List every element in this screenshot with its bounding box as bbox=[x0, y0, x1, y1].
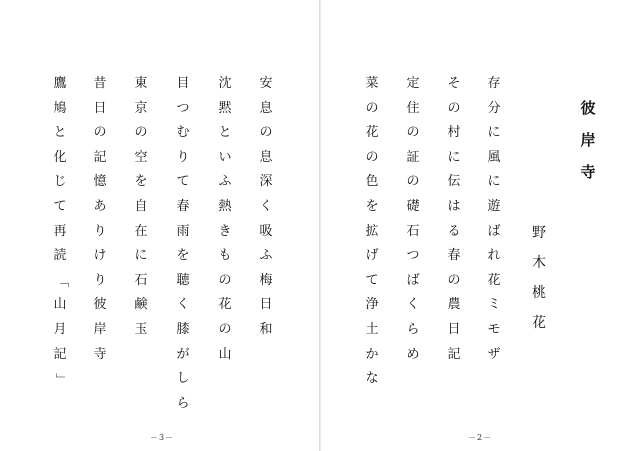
glyph: 浄 bbox=[365, 297, 379, 313]
glyph: の bbox=[218, 321, 232, 337]
glyph: 山 bbox=[53, 297, 67, 313]
glyph: な bbox=[365, 371, 379, 387]
glyph: ザ bbox=[487, 346, 501, 362]
glyph: に bbox=[134, 248, 148, 264]
glyph: モ bbox=[487, 321, 501, 337]
author-name bbox=[531, 218, 547, 338]
glyph: 花 bbox=[365, 125, 379, 141]
glyph: く bbox=[406, 297, 420, 313]
glyph: 色 bbox=[365, 174, 379, 190]
glyph: 目 bbox=[176, 76, 190, 91]
glyph: 桃 bbox=[532, 285, 546, 301]
glyph: 雨 bbox=[176, 223, 190, 239]
glyph: を bbox=[134, 174, 148, 190]
glyph: 礎 bbox=[406, 198, 420, 214]
glyph: を bbox=[176, 248, 190, 264]
glyph: 「 bbox=[53, 274, 69, 288]
glyph: 玉 bbox=[134, 321, 148, 337]
glyph: り bbox=[93, 272, 107, 288]
glyph: の bbox=[134, 125, 148, 141]
haiku-line-text bbox=[405, 72, 421, 367]
glyph: 記 bbox=[53, 346, 67, 362]
glyph: 農 bbox=[447, 297, 461, 313]
haiku-line bbox=[486, 72, 502, 367]
glyph: 木 bbox=[532, 255, 546, 271]
glyph: 熱 bbox=[218, 198, 232, 214]
glyph: ふ bbox=[259, 248, 273, 264]
haiku-line bbox=[446, 72, 462, 367]
glyph: 石 bbox=[134, 272, 148, 288]
glyph: 日 bbox=[447, 321, 461, 337]
glyph: を bbox=[365, 198, 379, 214]
glyph: ら bbox=[406, 321, 420, 337]
haiku-line-text bbox=[92, 72, 108, 367]
glyph: て bbox=[365, 272, 379, 288]
haiku-line bbox=[405, 72, 421, 367]
glyph: む bbox=[176, 125, 190, 141]
glyph: そ bbox=[447, 76, 461, 91]
glyph: 岸 bbox=[93, 321, 107, 337]
glyph: 証 bbox=[406, 149, 420, 165]
glyph: の bbox=[406, 125, 420, 141]
haiku-line bbox=[133, 72, 149, 343]
glyph: 住 bbox=[406, 100, 420, 116]
glyph: の bbox=[218, 272, 232, 288]
glyph: 京 bbox=[134, 100, 148, 116]
glyph: ミ bbox=[487, 297, 501, 313]
glyph: 石 bbox=[406, 223, 420, 239]
glyph: じ bbox=[53, 174, 67, 190]
glyph: と bbox=[218, 125, 232, 141]
haiku-line bbox=[175, 72, 191, 416]
glyph: の bbox=[365, 100, 379, 116]
glyph: く bbox=[176, 297, 190, 313]
glyph: 深 bbox=[259, 174, 273, 190]
glyph: 安 bbox=[259, 76, 273, 91]
glyph: れ bbox=[487, 248, 501, 264]
glyph: の bbox=[406, 174, 420, 190]
haiku-line-text bbox=[175, 72, 191, 416]
glyph: の bbox=[259, 125, 273, 141]
glyph: 黙 bbox=[218, 100, 232, 116]
glyph: の bbox=[365, 149, 379, 165]
glyph: 寺 bbox=[93, 346, 107, 362]
glyph: 彼 bbox=[580, 99, 596, 117]
glyph: 息 bbox=[259, 100, 273, 116]
glyph: 鳩 bbox=[53, 100, 67, 116]
glyph: 東 bbox=[134, 76, 148, 91]
glyph: 在 bbox=[134, 223, 148, 239]
poem-title-text bbox=[580, 92, 596, 188]
author-name-text bbox=[531, 218, 547, 338]
glyph: が bbox=[176, 346, 190, 362]
glyph: 沈 bbox=[218, 76, 232, 91]
glyph: 寺 bbox=[580, 163, 596, 181]
glyph: い bbox=[218, 149, 232, 165]
glyph: 存 bbox=[487, 76, 501, 91]
glyph: 春 bbox=[176, 198, 190, 214]
glyph: 憶 bbox=[93, 174, 107, 190]
glyph: 」 bbox=[53, 372, 69, 386]
haiku-line-text bbox=[217, 72, 233, 367]
haiku-line-text bbox=[446, 72, 462, 367]
glyph: け bbox=[93, 248, 107, 264]
glyph: 鷹 bbox=[53, 76, 67, 91]
glyph: に bbox=[487, 125, 501, 141]
glyph: 膝 bbox=[176, 321, 190, 337]
glyph: 花 bbox=[218, 297, 232, 313]
glyph: め bbox=[406, 346, 420, 362]
glyph: 野 bbox=[532, 225, 546, 241]
glyph: も bbox=[218, 248, 232, 264]
glyph: ば bbox=[406, 272, 420, 288]
glyph: ば bbox=[487, 223, 501, 239]
haiku-line bbox=[92, 72, 108, 367]
glyph: 村 bbox=[447, 125, 461, 141]
glyph: ら bbox=[176, 395, 190, 411]
glyph: 岸 bbox=[580, 131, 596, 149]
haiku-line-text bbox=[258, 72, 274, 343]
glyph: あ bbox=[93, 198, 107, 214]
haiku-line-text bbox=[364, 72, 380, 392]
glyph: 風 bbox=[487, 149, 501, 165]
glyph: の bbox=[447, 100, 461, 116]
glyph: 息 bbox=[259, 149, 273, 165]
glyph: げ bbox=[365, 248, 379, 264]
glyph: く bbox=[259, 198, 273, 214]
glyph: 菜 bbox=[365, 76, 379, 91]
glyph: 彼 bbox=[93, 297, 107, 313]
glyph: 伝 bbox=[447, 174, 461, 190]
glyph: は bbox=[447, 198, 461, 214]
glyph: て bbox=[53, 198, 67, 214]
glyph: つ bbox=[406, 248, 420, 264]
glyph: 吸 bbox=[259, 223, 273, 239]
glyph: 記 bbox=[93, 149, 107, 165]
glyph: 拡 bbox=[365, 223, 379, 239]
glyph: と bbox=[53, 125, 67, 141]
glyph: 花 bbox=[487, 272, 501, 288]
glyph: き bbox=[218, 223, 232, 239]
glyph: 春 bbox=[447, 248, 461, 264]
haiku-line-text bbox=[52, 72, 68, 392]
glyph: 再 bbox=[53, 223, 67, 239]
glyph: 鹸 bbox=[134, 297, 148, 313]
glyph: 花 bbox=[532, 315, 546, 331]
glyph: に bbox=[487, 174, 501, 190]
glyph: か bbox=[365, 346, 379, 362]
glyph: る bbox=[447, 223, 461, 239]
glyph: 日 bbox=[93, 100, 107, 116]
haiku-line bbox=[217, 72, 233, 367]
page-number: －2－ bbox=[468, 433, 493, 442]
glyph: 土 bbox=[365, 321, 379, 337]
glyph: 聴 bbox=[176, 272, 190, 288]
glyph: 昔 bbox=[93, 76, 107, 91]
glyph: 化 bbox=[53, 149, 67, 165]
glyph: し bbox=[176, 371, 190, 387]
haiku-line-text bbox=[486, 72, 502, 367]
glyph: に bbox=[447, 149, 461, 165]
glyph: 分 bbox=[487, 100, 501, 116]
glyph: ふ bbox=[218, 174, 232, 190]
glyph: 遊 bbox=[487, 198, 501, 214]
glyph: の bbox=[447, 272, 461, 288]
haiku-line-text bbox=[133, 72, 149, 343]
haiku-line bbox=[258, 72, 274, 343]
glyph: 月 bbox=[53, 321, 67, 337]
glyph: 定 bbox=[406, 76, 420, 91]
page-number: －3－ bbox=[150, 433, 175, 442]
glyph: 記 bbox=[447, 346, 461, 362]
haiku-line bbox=[364, 72, 380, 392]
book-gutter bbox=[319, 0, 321, 451]
poem-title bbox=[580, 92, 596, 188]
haiku-line bbox=[52, 72, 68, 392]
glyph: 自 bbox=[134, 198, 148, 214]
glyph: 空 bbox=[134, 149, 148, 165]
glyph: 読 bbox=[53, 248, 67, 264]
glyph: つ bbox=[176, 100, 190, 116]
glyph: の bbox=[93, 125, 107, 141]
glyph: 梅 bbox=[259, 272, 273, 288]
glyph: り bbox=[93, 223, 107, 239]
glyph: 日 bbox=[259, 297, 273, 313]
glyph: り bbox=[176, 149, 190, 165]
glyph: 和 bbox=[259, 321, 273, 337]
glyph: 山 bbox=[218, 346, 232, 362]
glyph: て bbox=[176, 174, 190, 190]
